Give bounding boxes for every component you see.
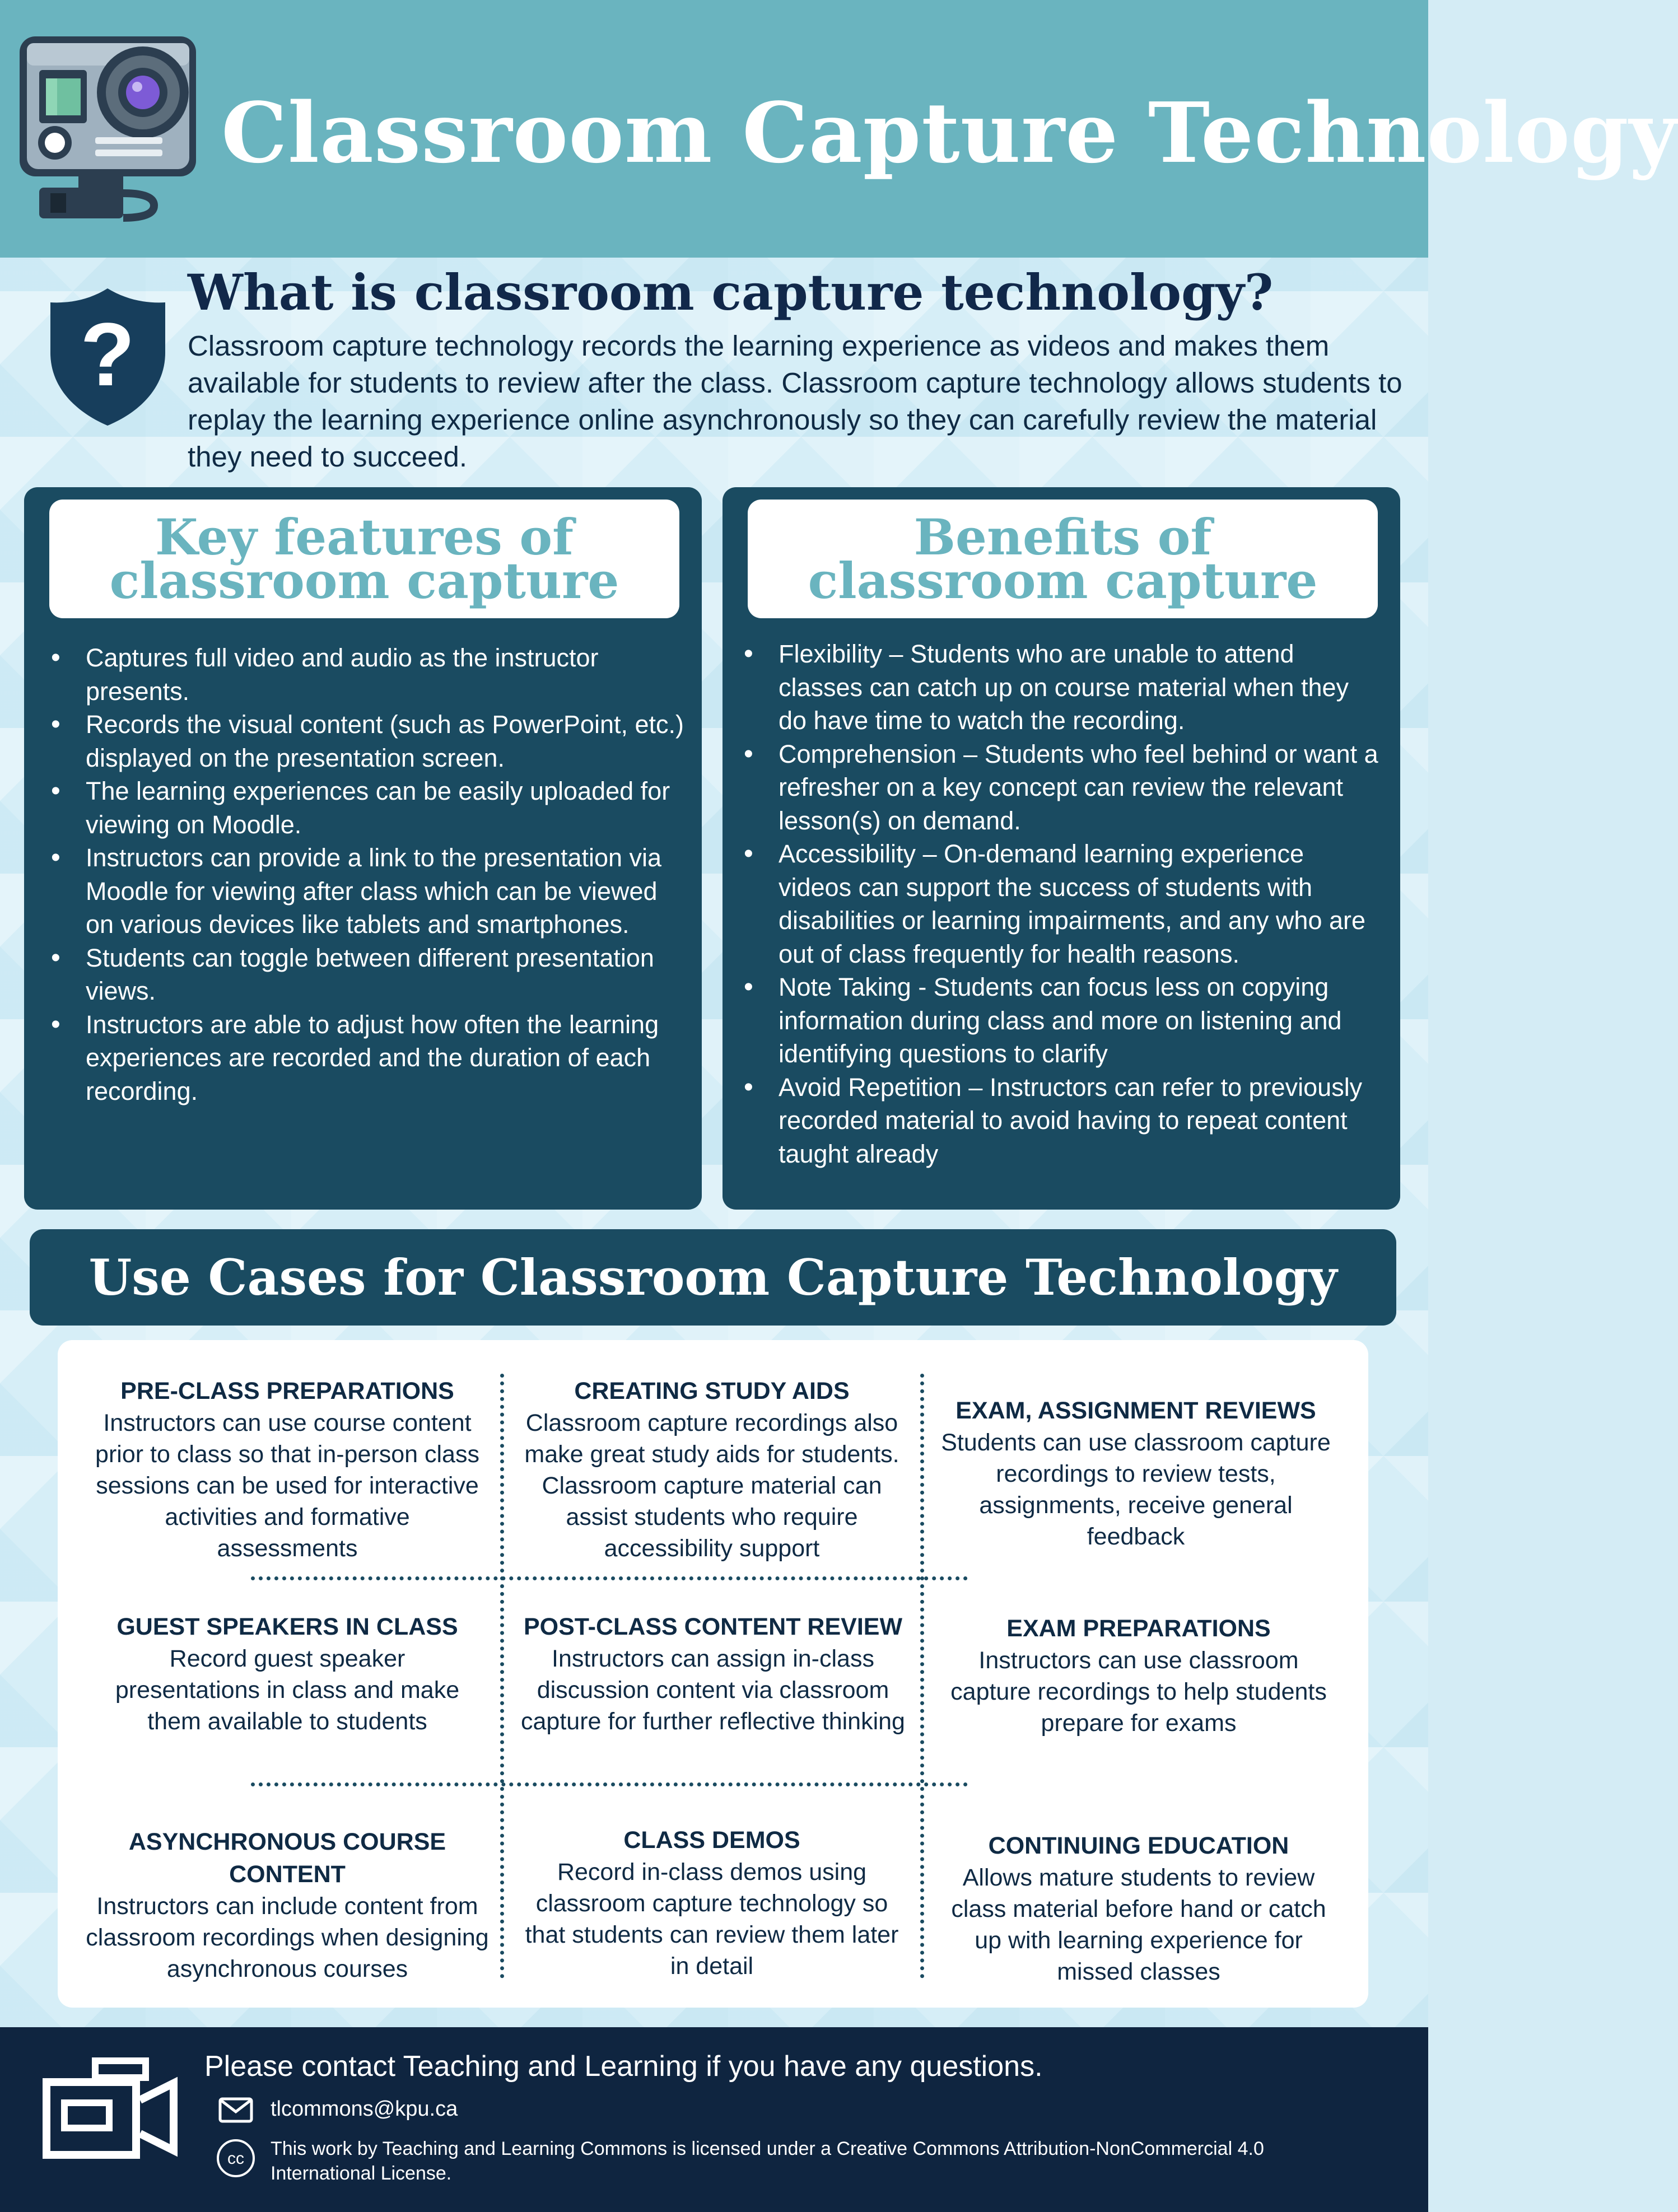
list-item: • Instructors are able to adjust how often the learning experiences are recorded and the duration of each recording.: [86, 1008, 685, 1108]
use-cases-banner: [30, 1229, 1396, 1326]
benefits-header: [748, 500, 1378, 618]
footer-license-text: This work by Teaching and Learning Commons is licensed under a Creative Commons Attribution-NonCommercial 4.0 International License.: [271, 2138, 1264, 2184]
list-item: • Instructors can provide a link to the presentation via Moodle for viewing after class which can be viewed on various devices like tablets and smartphones.: [86, 841, 685, 941]
use-case-text: Record guest speaker presentations in class and make them available to students: [115, 1645, 460, 1735]
use-case-text: Classroom capture recordings also make great study aids for students. Classroom capture material can assist students who require accessibility support: [524, 1410, 899, 1562]
use-case-card: [516, 1824, 908, 1982]
list-item: • Accessibility – On-demand learning experience videos can support the success of students with disabilities or learning impairments, and any who are out of class frequently for health reasons.: [779, 837, 1383, 970]
grid-divider: [251, 1576, 968, 1580]
key-features-header: [49, 500, 679, 618]
list-item: • Note Taking - Students can focus less on copying information during class and more on listening and identifying questions to clarify: [779, 970, 1383, 1071]
use-case-text: Instructors can use course content prior to class so that in-person class sessions can be used for interactive activities and formative assessments: [95, 1410, 479, 1562]
benefits-panel: [723, 487, 1400, 1210]
what-is-title: What is classroom capture technology?: [188, 263, 1274, 321]
use-case-card: [91, 1375, 483, 1564]
use-case-card: [517, 1611, 909, 1737]
mail-icon: [218, 2097, 253, 2123]
use-case-text: Record in-class demos using classroom capture technology so that students can review them later in detail: [525, 1859, 899, 1980]
use-case-card: [940, 1394, 1332, 1552]
key-features-title-line1: Key features of: [155, 508, 574, 566]
use-case-heading: PRE-CLASS PREPARATIONS: [120, 1378, 454, 1404]
list-item: • Comprehension – Students who feel behind or want a refresher on a key concept can review the relevant lesson(s) on demand.: [779, 738, 1383, 838]
grid-divider: [500, 1374, 504, 1978]
use-case-card: [97, 1611, 478, 1737]
use-case-heading: CONTINUING EDUCATION: [988, 1832, 1289, 1859]
use-case-heading: ASYNCHRONOUS COURSE CONTENT: [128, 1828, 446, 1888]
benefits-title: [808, 508, 1318, 610]
use-case-text: Students can use classroom capture recordings to review tests, assignments, receive general feedback: [941, 1429, 1331, 1550]
list-item: • Captures full video and audio as the instructor presents.: [86, 641, 685, 708]
footer-contact-text: Please contact Teaching and Learning if you have any questions.: [204, 2050, 1043, 2083]
video-camera-icon: [42, 2055, 182, 2159]
creative-commons-icon: [216, 2138, 256, 2178]
use-case-heading: EXAM PREPARATIONS: [1006, 1615, 1271, 1642]
list-item: • Flexibility – Students who are unable to attend classes can catch up on course material when they do have time to watch the recording.: [779, 637, 1383, 738]
cc-label: cc: [227, 2149, 244, 2168]
key-features-list: [86, 641, 685, 1108]
use-case-text: Instructors can use classroom capture recordings to help students prepare for exams: [950, 1647, 1327, 1737]
use-case-heading: GUEST SPEAKERS IN CLASS: [116, 1613, 458, 1640]
list-item: • Records the visual content (such as PowerPoint, etc.) displayed on the presentation screen.: [86, 708, 685, 774]
use-case-heading: CREATING STUDY AIDS: [574, 1378, 850, 1404]
grid-divider: [251, 1782, 968, 1786]
use-case-card: [516, 1375, 908, 1564]
key-features-panel: [24, 487, 702, 1210]
list-item: • Avoid Repetition – Instructors can refer to previously recorded material to avoid having to repeat content taught already: [779, 1071, 1383, 1171]
use-case-card: [943, 1830, 1335, 1987]
key-features-title-line2: classroom capture: [109, 552, 619, 610]
footer-email-link[interactable]: tlcommons@kpu.ca: [271, 2097, 458, 2121]
svg-text:?: ?: [80, 304, 135, 404]
use-case-heading: CLASS DEMOS: [623, 1827, 800, 1854]
key-features-title: [109, 508, 619, 610]
action-camera-icon: [17, 25, 202, 232]
what-is-description: Classroom capture technology records the learning experience as videos and makes them available for students to review after the class. Classroom capture technology allows students to replay the learning experience online asynchronously so they can carefully review the material they need to succeed.: [188, 330, 1402, 473]
use-case-heading: EXAM, ASSIGNMENT REVIEWS: [955, 1397, 1316, 1424]
use-cases-grid: [58, 1340, 1368, 2008]
grid-divider: [920, 1374, 924, 1978]
benefits-list: [779, 637, 1383, 1170]
use-case-heading: POST-CLASS CONTENT REVIEW: [523, 1613, 903, 1640]
use-cases-title: Use Cases for Classroom Capture Technology: [88, 1248, 1337, 1306]
question-shield-icon: [48, 286, 168, 428]
benefits-title-line1: Benefits of: [913, 508, 1212, 566]
use-case-card: [86, 1826, 489, 1985]
benefits-title-line2: classroom capture: [808, 552, 1318, 610]
list-item: • The learning experiences can be easily uploaded for viewing on Moodle.: [86, 774, 685, 841]
use-case-card: [943, 1612, 1335, 1739]
page-title: Classroom Capture Technology: [221, 84, 1678, 181]
use-case-text: Instructors can include content from classroom recordings when designing asynchronous courses: [86, 1893, 489, 1982]
list-item: • Students can toggle between different presentation views.: [86, 941, 685, 1008]
use-case-text: Instructors can assign in-class discussion content via classroom capture for further reflective thinking: [521, 1645, 905, 1735]
use-case-text: Allows mature students to review class material before hand or catch up with learning experience for missed classes: [951, 1864, 1326, 1985]
